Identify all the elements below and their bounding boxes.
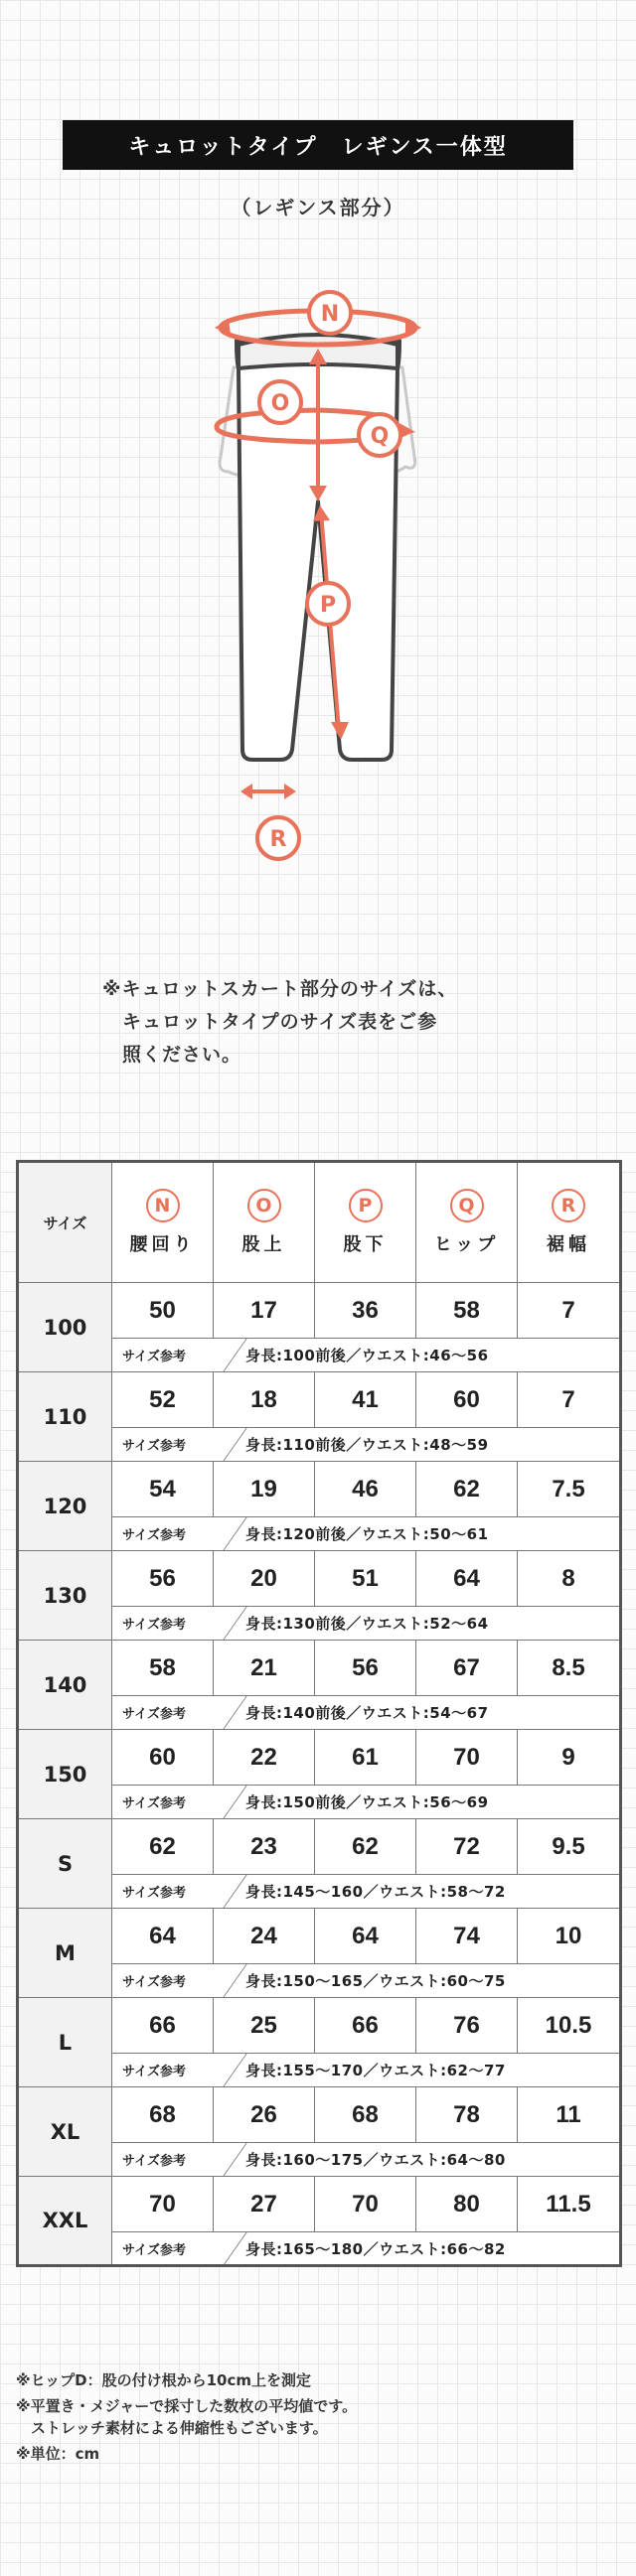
measurement-cell: 7: [518, 1372, 621, 1428]
measurement-cell: 9.5: [518, 1819, 621, 1875]
size-reference-text: 身長:150〜165／ウエスト:60〜75: [245, 1972, 506, 1990]
measurement-cell: 70: [315, 2177, 416, 2232]
measurement-cell: 19: [214, 1462, 315, 1517]
measurement-cell: 58: [112, 1641, 214, 1696]
footnote: ※単位：cm: [16, 2445, 100, 2463]
column-header-n: [112, 1162, 214, 1283]
column-label: 腰回り: [129, 1234, 196, 1255]
size-cell: 130: [18, 1551, 112, 1641]
marker-p-badge: P: [349, 1189, 383, 1222]
column-header-r: [518, 1162, 621, 1283]
size-reference-cell: [112, 1964, 621, 1998]
measurement-cell: 11.5: [518, 2177, 621, 2232]
measurement-cell: 50: [112, 1283, 214, 1339]
measurement-cell: 46: [315, 1462, 416, 1517]
size-reference-cell: [112, 1786, 621, 1819]
column-header-p: [315, 1162, 416, 1283]
size-cell: L: [18, 1998, 112, 2087]
size-table: [16, 1160, 622, 2267]
measurement-cell: 68: [112, 2087, 214, 2143]
measurement-cell: 62: [112, 1819, 214, 1875]
size-cell: S: [18, 1819, 112, 1909]
footnote: ※平置き・メジャーで採寸した数枚の平均値です。 ストレッチ素材による伸縮性もございます。: [16, 2397, 358, 2437]
measurement-cell: 18: [214, 1372, 315, 1428]
size-reference-label: サイズ参考: [122, 2065, 186, 2079]
svg-text:R: R: [269, 827, 287, 852]
size-reference-label: サイズ参考: [122, 1796, 186, 1811]
measurement-cell: 10: [518, 1909, 621, 1964]
size-reference-text: 身長:130前後／ウエスト:52〜64: [245, 1615, 489, 1633]
measurement-cell: 27: [214, 2177, 315, 2232]
column-label: 股下: [343, 1234, 388, 1255]
size-cell: 120: [18, 1462, 112, 1551]
size-reference-cell: [112, 1607, 621, 1641]
size-reference-text: 身長:165〜180／ウエスト:66〜82: [245, 2239, 506, 2258]
measurement-cell: 9: [518, 1730, 621, 1786]
marker-r-badge: R: [552, 1189, 585, 1222]
size-reference-label: サイズ参考: [122, 2242, 186, 2258]
measurement-cell: 70: [112, 2177, 214, 2232]
size-reference-cell: [112, 1875, 621, 1909]
size-reference-text: 身長:150前後／ウエスト:56〜69: [245, 1793, 489, 1811]
measurement-cell: 60: [112, 1730, 214, 1786]
size-reference-text: 身長:100前後／ウエスト:46〜56: [245, 1347, 489, 1364]
measurement-cell: 26: [214, 2087, 315, 2143]
measurement-cell: 51: [315, 1551, 416, 1607]
measurement-cell: 78: [416, 2087, 518, 2143]
page-subtitle: （レギンス部分）: [231, 196, 405, 219]
measurement-cell: 21: [214, 1641, 315, 1696]
measurement-cell: 7.5: [518, 1462, 621, 1517]
size-reference-cell: [112, 1428, 621, 1462]
measurement-cell: 61: [315, 1730, 416, 1786]
column-header-o: [214, 1162, 315, 1283]
table-row: [18, 1819, 621, 1875]
table-row: [18, 1551, 621, 1607]
footnotes: [16, 2369, 622, 2469]
table-row: [18, 1909, 621, 1964]
measurement-cell: 66: [315, 1998, 416, 2054]
marker-n: [309, 292, 351, 334]
measurement-cell: 36: [315, 1283, 416, 1339]
size-cell: M: [18, 1909, 112, 1998]
size-header: サイズ: [18, 1162, 112, 1283]
measurement-cell: 41: [315, 1372, 416, 1428]
measurement-cell: 67: [416, 1641, 518, 1696]
footnote: ※ヒップD：股の付け根から10cm上を測定: [16, 2371, 311, 2389]
measurement-cell: 56: [315, 1641, 416, 1696]
measurement-cell: 76: [416, 1998, 518, 2054]
measurement-cell: 70: [416, 1730, 518, 1786]
size-reference-cell: [112, 2054, 621, 2087]
size-cell: 100: [18, 1283, 112, 1372]
size-cell: XL: [18, 2087, 112, 2177]
size-reference-cell: [112, 1696, 621, 1730]
measurement-cell: 25: [214, 1998, 315, 2054]
svg-text:Q: Q: [370, 424, 390, 449]
marker-n-badge: N: [146, 1189, 180, 1222]
marker-o-badge: O: [247, 1189, 281, 1222]
size-reference-text: 身長:155〜170／ウエスト:62〜77: [245, 2062, 506, 2079]
page-title: キュロットタイプ レギンス一体型: [63, 120, 573, 170]
marker-p: [307, 583, 349, 625]
culotte-note: ※キュロットスカート部分のサイズは、 キュロットタイプのサイズ表をご参 照ください。: [102, 978, 458, 1066]
size-reference-cell: [112, 1517, 621, 1551]
marker-q: [359, 414, 400, 456]
table-row: [18, 2177, 621, 2232]
size-reference-label: サイズ参考: [122, 1618, 186, 1633]
svg-text:P: P: [319, 593, 337, 618]
measurement-cell: 72: [416, 1819, 518, 1875]
measurement-cell: 62: [416, 1462, 518, 1517]
size-reference-text: 身長:120前後／ウエスト:50〜61: [245, 1525, 489, 1543]
measurement-cell: 80: [416, 2177, 518, 2232]
column-label: 股上: [241, 1234, 286, 1255]
measurement-cell: 22: [214, 1730, 315, 1786]
measurement-cell: 17: [214, 1283, 315, 1339]
size-cell: 140: [18, 1641, 112, 1730]
table-row: [18, 1998, 621, 2054]
measurement-cell: 66: [112, 1998, 214, 2054]
svg-text:N: N: [320, 302, 340, 327]
size-cell: 110: [18, 1372, 112, 1462]
size-reference-text: 身長:140前後／ウエスト:54〜67: [245, 1704, 489, 1722]
size-cell: 150: [18, 1730, 112, 1819]
size-reference-text: 身長:110前後／ウエスト:48〜59: [245, 1436, 489, 1454]
size-reference-cell: [112, 2232, 621, 2266]
marker-r: [257, 817, 299, 859]
measurement-cell: 56: [112, 1551, 214, 1607]
column-label: ヒップ: [433, 1234, 500, 1255]
leggings-diagram: [189, 273, 447, 899]
measurement-cell: 8.5: [518, 1641, 621, 1696]
marker-o: [259, 381, 301, 423]
measurement-cell: 24: [214, 1909, 315, 1964]
table-header-row: [18, 1162, 621, 1283]
measurement-cell: 23: [214, 1819, 315, 1875]
measurement-cell: 52: [112, 1372, 214, 1428]
table-row: [18, 1462, 621, 1517]
measurement-cell: 64: [315, 1909, 416, 1964]
measurement-cell: 10.5: [518, 1998, 621, 2054]
measurement-cell: 11: [518, 2087, 621, 2143]
size-reference-label: サイズ参考: [122, 1439, 186, 1454]
column-header-q: [416, 1162, 518, 1283]
measurement-cell: 62: [315, 1819, 416, 1875]
size-reference-label: サイズ参考: [122, 1350, 186, 1364]
size-reference-cell: [112, 1339, 621, 1372]
size-cell: XXL: [18, 2177, 112, 2266]
measurement-cell: 64: [112, 1909, 214, 1964]
table-row: [18, 1641, 621, 1696]
measurement-cell: 60: [416, 1372, 518, 1428]
measurement-cell: 8: [518, 1551, 621, 1607]
column-label: 裾幅: [547, 1234, 590, 1255]
measurement-cell: 74: [416, 1909, 518, 1964]
measurement-cell: 58: [416, 1283, 518, 1339]
table-row: [18, 1283, 621, 1339]
measurement-cell: 54: [112, 1462, 214, 1517]
size-reference-cell: [112, 2143, 621, 2177]
size-reference-text: 身長:145〜160／ウエスト:58〜72: [245, 1883, 506, 1901]
size-reference-text: 身長:160〜175／ウエスト:64〜80: [245, 2151, 506, 2169]
size-reference-label: サイズ参考: [122, 1975, 186, 1990]
marker-q-badge: Q: [450, 1189, 484, 1222]
measurement-cell: 68: [315, 2087, 416, 2143]
measurement-cell: 7: [518, 1283, 621, 1339]
measurement-cell: 64: [416, 1551, 518, 1607]
svg-text:O: O: [270, 391, 290, 416]
measurement-cell: 20: [214, 1551, 315, 1607]
size-reference-label: サイズ参考: [122, 1707, 186, 1722]
size-reference-label: サイズ参考: [122, 2154, 186, 2169]
table-row: [18, 1372, 621, 1428]
size-reference-label: サイズ参考: [122, 1886, 186, 1901]
table-row: [18, 1730, 621, 1786]
size-reference-label: サイズ参考: [122, 1528, 186, 1543]
table-row: [18, 2087, 621, 2143]
